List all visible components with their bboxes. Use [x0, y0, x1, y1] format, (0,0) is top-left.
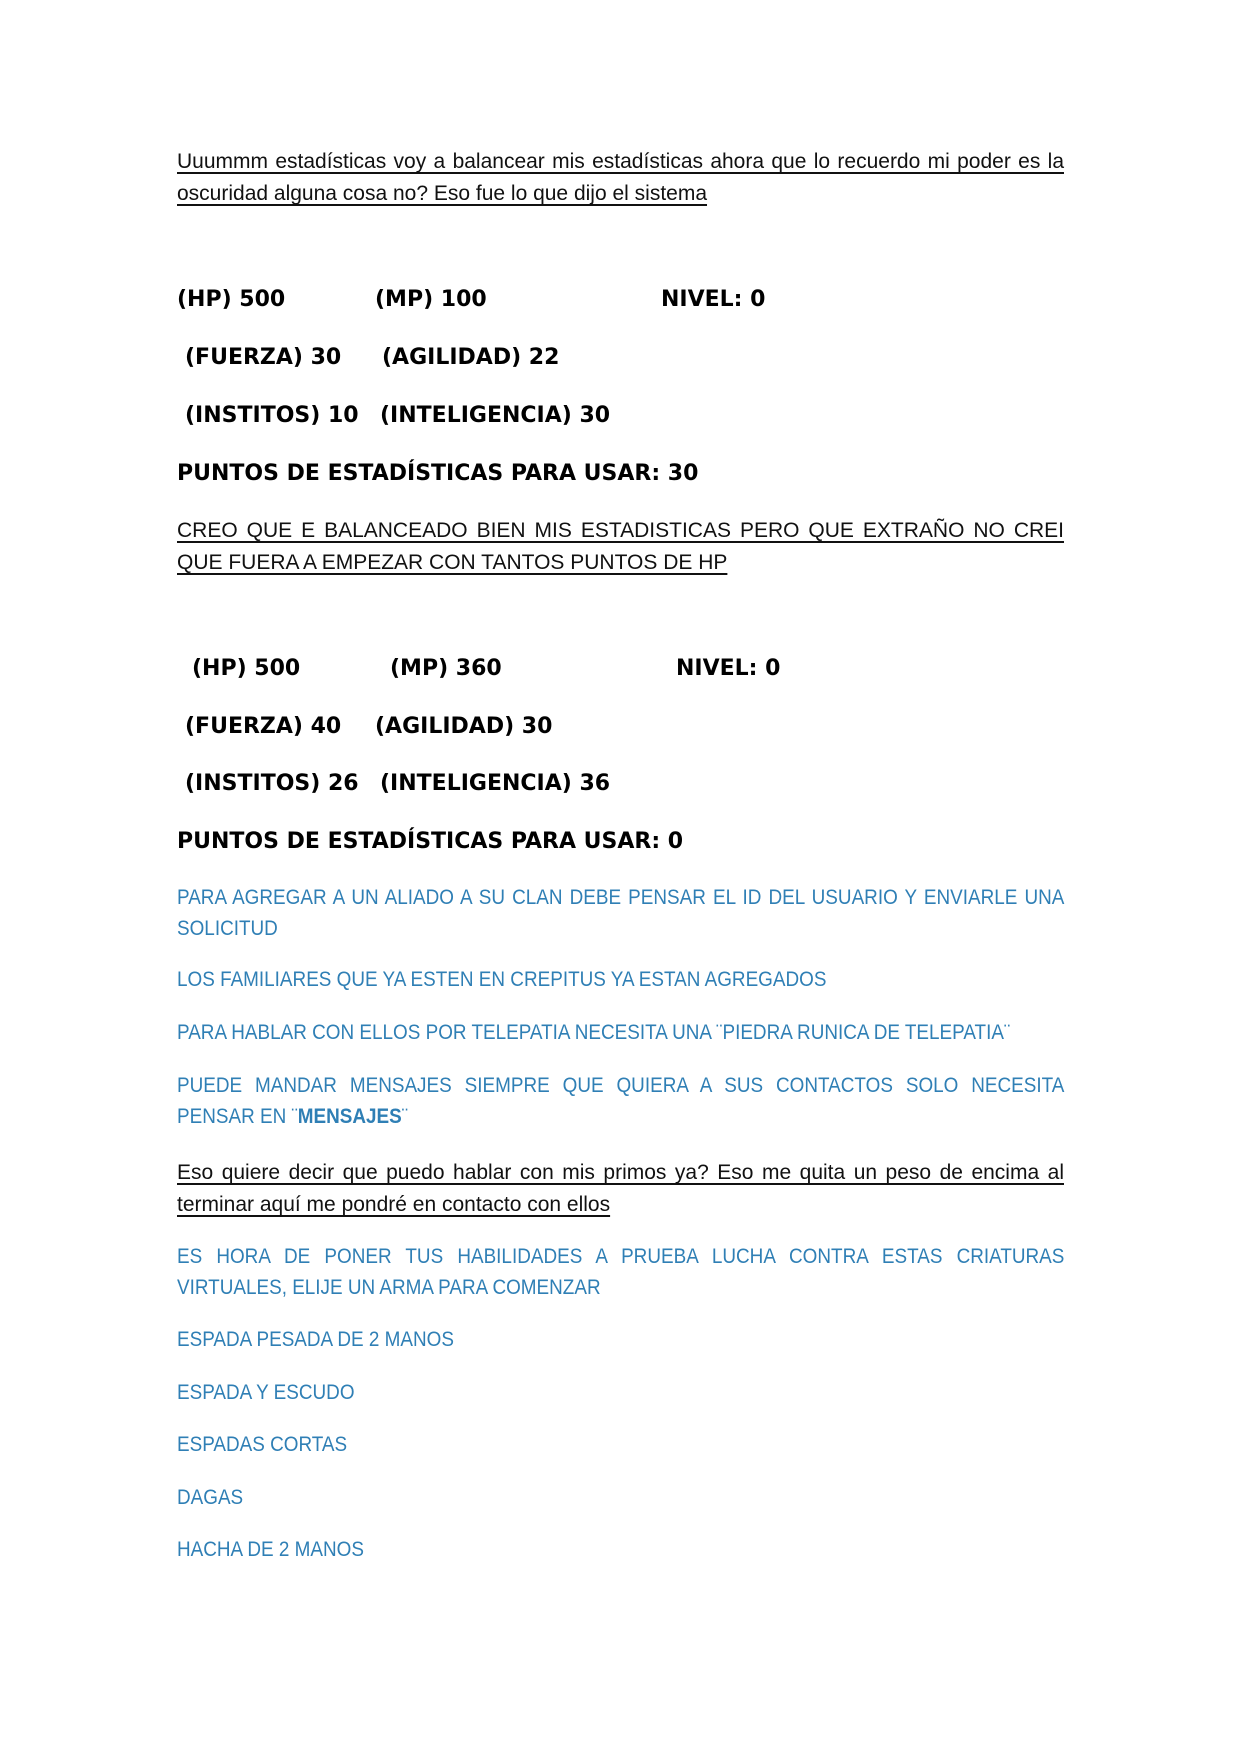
- system-message-mensajes-suffix: ¨: [401, 1105, 409, 1128]
- stat-puntos: PUNTOS DE ESTADÍSTICAS PARA USAR: 30: [177, 461, 699, 486]
- stat-hp: (HP) 500: [177, 287, 286, 312]
- weapon-option: HACHA DE 2 MANOS: [177, 1538, 364, 1561]
- stat-nivel: NIVEL: 0: [661, 287, 766, 312]
- stat-hp-updated: (HP) 500: [192, 656, 301, 681]
- system-message-familiares: LOS FAMILIARES QUE YA ESTEN EN CREPITUS YA ESTAN AGREGADOS: [177, 968, 827, 991]
- system-message-telepatia: PARA HABLAR CON ELLOS POR TELEPATIA NECESITA UNA ¨PIEDRA RUNICA DE TELEPATIA¨: [177, 1021, 1011, 1044]
- weapon-option: ESPADA Y ESCUDO: [177, 1381, 355, 1404]
- weapon-option: ESPADA PESADA DE 2 MANOS: [177, 1328, 454, 1351]
- narration-paragraph-3: Eso quiere decir que puedo hablar con mis primos ya? Eso me quita un peso de encima al terminar aquí me pondré en contacto con ellos: [177, 1161, 1064, 1216]
- stat-institos: (INSTITOS) 10: [185, 403, 359, 428]
- system-message-mensajes: [177, 1070, 1064, 1132]
- narration-paragraph-2: CREO QUE E BALANCEADO BIEN MIS ESTADISTICAS PERO QUE EXTRAÑO NO CREI QUE FUERA A EMPEZAR CON TANTOS PUNTOS DE HP: [177, 519, 1064, 574]
- weapon-option: DAGAS: [177, 1486, 244, 1509]
- stat-agilidad-updated: (AGILIDAD) 30: [375, 714, 553, 739]
- weapon-option: ESPADAS CORTAS: [177, 1433, 348, 1456]
- stat-inteligencia-updated: (INTELIGENCIA) 36: [380, 771, 611, 796]
- mensajes-keyword: MENSAJES: [297, 1105, 402, 1128]
- system-message-mensajes-prefix: PUEDE MANDAR MENSAJES SIEMPRE QUE QUIERA A SUS CONTACTOS SOLO NECESITA PENSAR EN ¨: [177, 1074, 1065, 1128]
- stat-mp: (MP) 100: [375, 287, 487, 312]
- stat-puntos-updated: PUNTOS DE ESTADÍSTICAS PARA USAR: 0: [177, 829, 684, 854]
- system-message-arma: ES HORA DE PONER TUS HABILIDADES A PRUEBA LUCHA CONTRA ESTAS CRIATURAS VIRTUALES, ELIJE UN ARMA PARA COMENZAR: [177, 1245, 1065, 1299]
- stat-institos-updated: (INSTITOS) 26: [185, 771, 359, 796]
- stat-nivel-updated: NIVEL: 0: [676, 656, 781, 681]
- stat-fuerza: (FUERZA) 30: [185, 345, 342, 370]
- narration-paragraph-1: Uuummm estadísticas voy a balancear mis estadísticas ahora que lo recuerdo mi poder es la oscuridad alguna cosa no? Eso fue lo que dijo el sistema: [177, 150, 1064, 205]
- stat-fuerza-updated: (FUERZA) 40: [185, 714, 342, 739]
- stat-inteligencia: (INTELIGENCIA) 30: [380, 403, 611, 428]
- stat-mp-updated: (MP) 360: [390, 656, 502, 681]
- stat-agilidad: (AGILIDAD) 22: [382, 345, 560, 370]
- system-message-clan: PARA AGREGAR A UN ALIADO A SU CLAN DEBE PENSAR EL ID DEL USUARIO Y ENVIARLE UNA SOLICITUD: [177, 886, 1065, 940]
